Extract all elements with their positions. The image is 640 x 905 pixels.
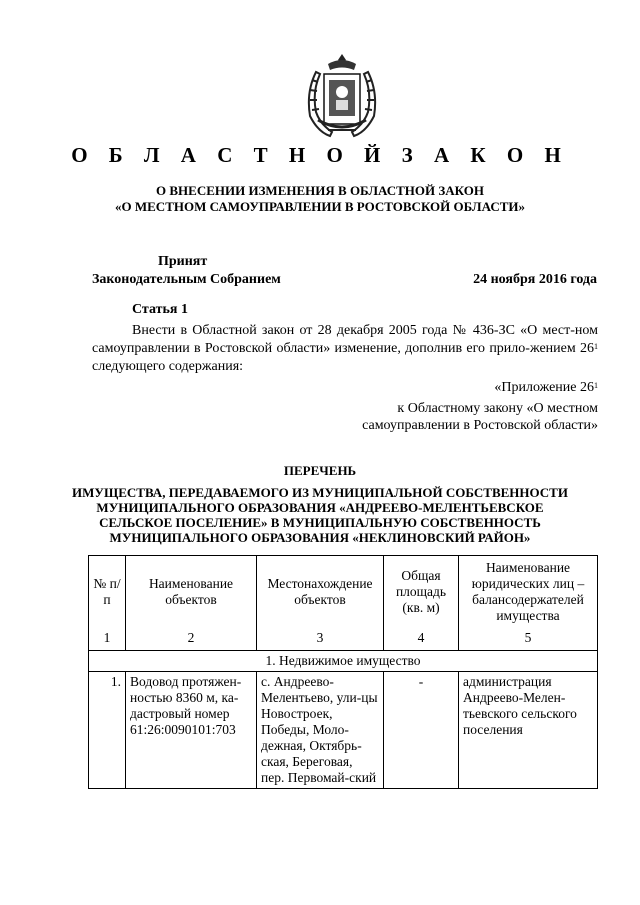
subtitle-line: «О МЕСТНОМ САМОУПРАВЛЕНИИ В РОСТОВСКОЙ ОБЛАСТИ»	[115, 199, 525, 214]
header-number: № п/п	[89, 556, 126, 629]
list-title: ПЕРЕЧЕНЬ	[283, 463, 357, 478]
column-number: 4	[384, 628, 459, 651]
list-subtitle-line: МУНИЦИПАЛЬНОГО ОБРАЗОВАНИЯ «НЕКЛИНОВСКИЙ РАЙОН»	[109, 530, 531, 545]
adopted-label: Принят	[158, 254, 208, 269]
header-name: Наименование объектов	[126, 556, 257, 629]
row-object-name: Водовод протяжен-ностью 8360 м, ка-дастровый номер 61:26:0090101:703	[126, 672, 257, 789]
adoption-block	[92, 253, 597, 289]
section-row	[89, 651, 598, 672]
row-holder: администрация Андреево-Мелен-тьевского сельского поселения	[459, 672, 598, 789]
header-location: Местонахождение объектов	[257, 556, 384, 629]
law-subtitle	[0, 183, 640, 215]
column-numbers-row	[89, 628, 598, 651]
row-location: с. Андреево-Мелентьево, ули-цы Новостроек, Победы, Моло-дежная, Октябрь-ская, Береговая, пер. Первомай-ский	[257, 672, 384, 789]
appendix-line: самоуправлении в Ростовской области»	[362, 418, 598, 433]
adopted-by: Законодательным Собранием	[92, 272, 281, 287]
subtitle-line: О ВНЕСЕНИИ ИЗМЕНЕНИЯ В ОБЛАСТНОЙ ЗАКОН	[156, 183, 484, 198]
article-paragraph	[92, 322, 598, 376]
row-area: -	[384, 672, 459, 789]
column-number: 3	[257, 628, 384, 651]
paragraph-text-end: следующего содержания:	[92, 359, 244, 374]
appendix-superscript: 1	[594, 381, 598, 390]
column-number: 5	[459, 628, 598, 651]
list-subtitle-line: СЕЛЬСКОЕ ПОСЕЛЕНИЕ» В МУНИЦИПАЛЬНУЮ СОБСТВЕННОСТЬ	[99, 515, 541, 530]
list-subtitle	[0, 485, 640, 545]
row-number: 1.	[89, 672, 126, 789]
list-subtitle-line: МУНИЦИПАЛЬНОГО ОБРАЗОВАНИЯ «АНДРЕЕВО-МЕЛЕНТЬЕВСКОЕ	[96, 500, 544, 515]
column-number: 2	[126, 628, 257, 651]
header-area: Общая площадь (кв. м)	[384, 556, 459, 629]
property-table	[88, 555, 598, 789]
coat-of-arms-icon	[298, 50, 386, 140]
appendix-title: «Приложение 26	[494, 380, 594, 395]
paragraph-text: Внести в Областной закон от 28 декабря 2005 года № 436-ЗС «О мест-ном самоуправлении в Ростовской области» изменение, дополнив его прило-жением 26	[92, 323, 598, 356]
article-heading: Статья 1	[132, 302, 188, 317]
table-row	[89, 672, 598, 789]
paragraph-superscript: 1	[594, 342, 598, 351]
appendix-line: к Областному закону «О местном	[397, 401, 598, 416]
appendix-reference	[330, 379, 598, 434]
section-title: 1. Недвижимое имущество	[89, 651, 598, 672]
list-subtitle-line: ИМУЩЕСТВА, ПЕРЕДАВАЕМОГО ИЗ МУНИЦИПАЛЬНОЙ СОБСТВЕННОСТИ	[72, 485, 568, 500]
header-holder: Наименование юридических лиц – балансодержателей имущества	[459, 556, 598, 629]
column-number: 1	[89, 628, 126, 651]
law-title: О Б Л А С Т Н О Й З А К О Н	[71, 143, 569, 167]
adopted-date: 24 ноября 2016 года	[473, 272, 597, 287]
